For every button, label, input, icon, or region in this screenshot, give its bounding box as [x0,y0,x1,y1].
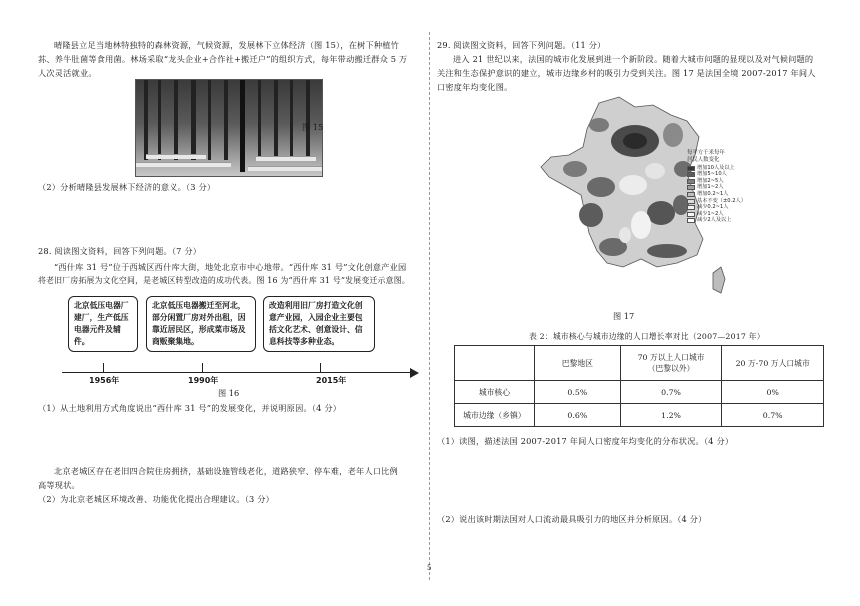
table-header: 20 万-70 万人口城市 [722,346,824,381]
intro-line-2: 荪、养牛肚菌等食用菌。林场采取“龙头企业+合作社+搬迁户”的组织方式，每年带动搬迁群众 5 万 [38,54,408,64]
table-cell: 1.2% [620,404,722,427]
population-growth-table [454,345,824,427]
legend-title-line-2: 居民人数变化 [687,156,720,163]
timeline-year-2015: 2015年 [316,376,347,385]
q29-line-1: 进入 21 世纪以来，法国的城市化发展到进一个新阶段。随着大城市问题的显现以及对气候问题的 [453,54,814,64]
timeline-year-1956: 1956年 [89,376,120,385]
table-cell: 0.5% [534,381,620,404]
table-cell: 城市核心 [455,381,535,404]
question-28-1: （1）从土地利用方式角度说出“西什库 31 号”的发展变化，并说明原因。（4 分） [38,403,342,413]
legend-entry: 增加2~5人 [687,178,757,185]
table-cell: 0.7% [722,404,824,427]
q29-line-2: 关注和生态保护意识的建立，城市边缘乡村的吸引力受到关注。图 17 是法国全境 2007-2017 年间人 [437,68,816,78]
page-number: 5 [427,564,432,572]
legend-title-line-1: 每平方千米每年 [687,150,725,156]
legend-entry: 减少0.2~1人 [687,204,757,211]
figure-15-caption: 图 15 [302,122,324,132]
legend-entry: 增加1~2人 [687,184,757,191]
q28-line-2: 将老旧厂房拓展为文化空间，是老城区转型改造的成功代表。图 16 为“西什库 31 号”发展变迁示意图。 [38,276,410,285]
q28-line-1: “西什库 31 号”位于西城区西什库大街，地处北京市中心地带。“西什库 31 号”文化创意产业园 [54,262,407,272]
q29-line-3: 口密度年均变化图。 [437,82,513,92]
intro-line-3: 人次灵活就业。 [38,68,97,78]
old-city-line-2: 高等现状。 [38,480,80,490]
timeline-year-1990: 1990年 [188,376,219,385]
timeline-tick [320,363,321,373]
legend-entry: 减少2人及以上 [687,217,757,224]
question-28-title: 28. 阅读图文资料，回答下列问题。（7 分） [38,246,202,256]
legend-entry: 基本不变（±0.2人） [687,198,757,205]
timeline-axis [62,372,412,373]
column-divider [429,32,430,580]
timeline-box-2015: 改造利用旧厂房打造文化创意产业园，入园企业主要包括文化艺术、创意设计、信息科技等多种业态。 [263,296,375,352]
timeline-box-1956: 北京低压电器厂建厂，生产低压电器元件及辅件。 [68,296,138,352]
timeline-tick [103,363,104,373]
table-cell: 0.6% [534,404,620,427]
legend-entry: 增加10人及以上 [687,165,757,172]
table-cell: 0.7% [620,381,722,404]
table-2-title: 表 2：城市核心与城市边缘的人口增长率对比（2007—2017 年） [529,332,765,341]
old-city-line-1: 北京老城区存在老旧四合院住房拥挤，基础设施管线老化，道路狭窄、停车难，老年人口比例 [54,466,398,476]
timeline-box-1990: 北京低压电器搬迁至河北，部分闲置厂房对外出租，因靠近居民区，形成菜市场及商贩聚集地。 [146,296,256,352]
table-cell: 0% [722,381,824,404]
timeline-arrow-icon [410,368,419,378]
table-header-empty [455,346,535,381]
legend-entry: 减少1~2人 [687,211,757,218]
question-2: （2）分析晴隆县发展林下经济的意义。（3 分） [38,182,216,192]
intro-line-1: 晴隆县立足当地林特独特的森林资源，气候资源，发展林下立体经济（图 15），在树下种植竹 [54,40,400,50]
question-29-2: （2）说出该时期法国对人口流动最具吸引力的地区并分析原因。（4 分） [437,514,707,524]
legend-entry: 增加0.2~1人 [687,191,757,198]
table-cell: 城市边缘（乡镇） [455,404,535,427]
figure-16-caption: 图 16 [218,388,240,398]
figure-17-caption: 图 17 [613,311,635,321]
map-legend [687,150,757,224]
question-29-title: 29. 阅读图文资料，回答下列问题。（11 分） [437,40,606,50]
table-header: 70 万以上人口城市 （巴黎以外） [620,346,722,381]
timeline-tick [202,363,203,373]
forest-photo [135,79,323,177]
legend-entry: 增加5~10人 [687,171,757,178]
question-29-1: （1）读图，描述法国 2007-2017 年间人口密度年均变化的分布状况。（4 分） [437,436,734,446]
table-header: 巴黎地区 [534,346,620,381]
question-28-2: （2）为北京老城区环境改善、功能优化提出合理建议。（3 分） [38,494,274,504]
